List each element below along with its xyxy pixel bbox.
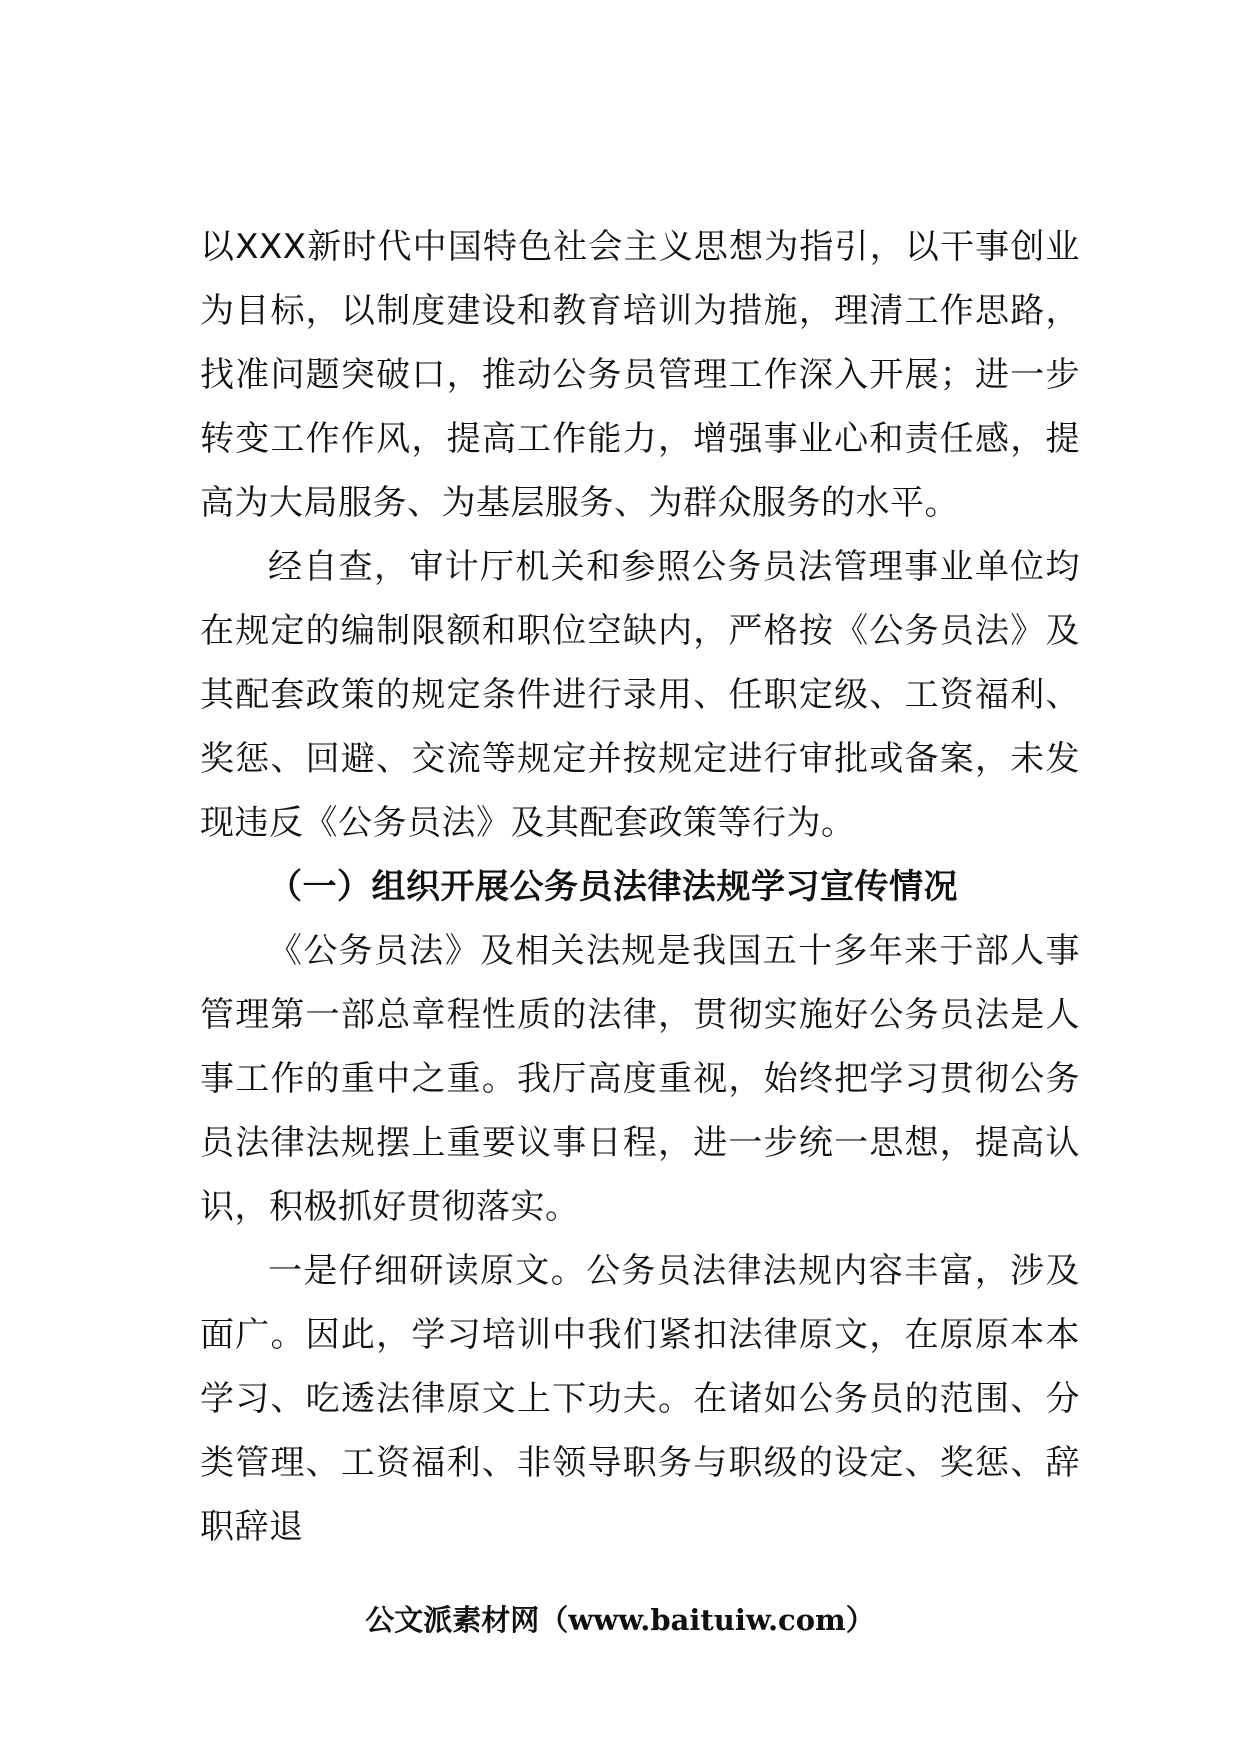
document-body (200, 215, 1080, 1559)
paragraph-continuation: 以XXX新时代中国特色社会主义思想为指引，以干事创业为目标，以制度建设和教育培训为措施，理清工作思路，找准问题突破口，推动公务员管理工作深入开展；进一步转变工作作风，提高工作能力，增强事业心和责任感，提高为大局服务、为基层服务、为群众服务的水平。 (200, 227, 1080, 523)
paragraph-law-importance: 《公务员法》及相关法规是我国五十多年来于部人事管理第一部总章程性质的法律，贯彻实施好公务员法是人事工作的重中之重。我厅高度重视，始终把学习贯彻公务员法律法规摆上重要议事日程，进一步统一思想，提高认识，积极抓好贯彻落实。 (200, 931, 1080, 1227)
paragraph-study-original-text: 一是仔细研读原文。公务员法律法规内容丰富，涉及面广。因此，学习培训中我们紧扣法律原文，在原原本本学习、吃透法律原文上下功夫。在诸如公务员的范围、分类管理、工资福利、非领导职务与职级的设定、奖惩、辞职辞退 (200, 1251, 1080, 1547)
section-heading: （一）组织开展公务员法律法规学习宣传情况 (268, 867, 958, 907)
paragraph-self-inspection: 经自查，审计厅机关和参照公务员法管理事业单位均在规定的编制限额和职位空缺内，严格按《公务员法》及其配套政策的规定条件进行录用、任职定级、工资福利、奖惩、回避、交流等规定并按规定进行审批或备案，未发现违反《公务员法》及其配套政策等行为。 (200, 547, 1080, 843)
footer-watermark: 公文派素材网（www.baituiw.com） (365, 1603, 875, 1637)
